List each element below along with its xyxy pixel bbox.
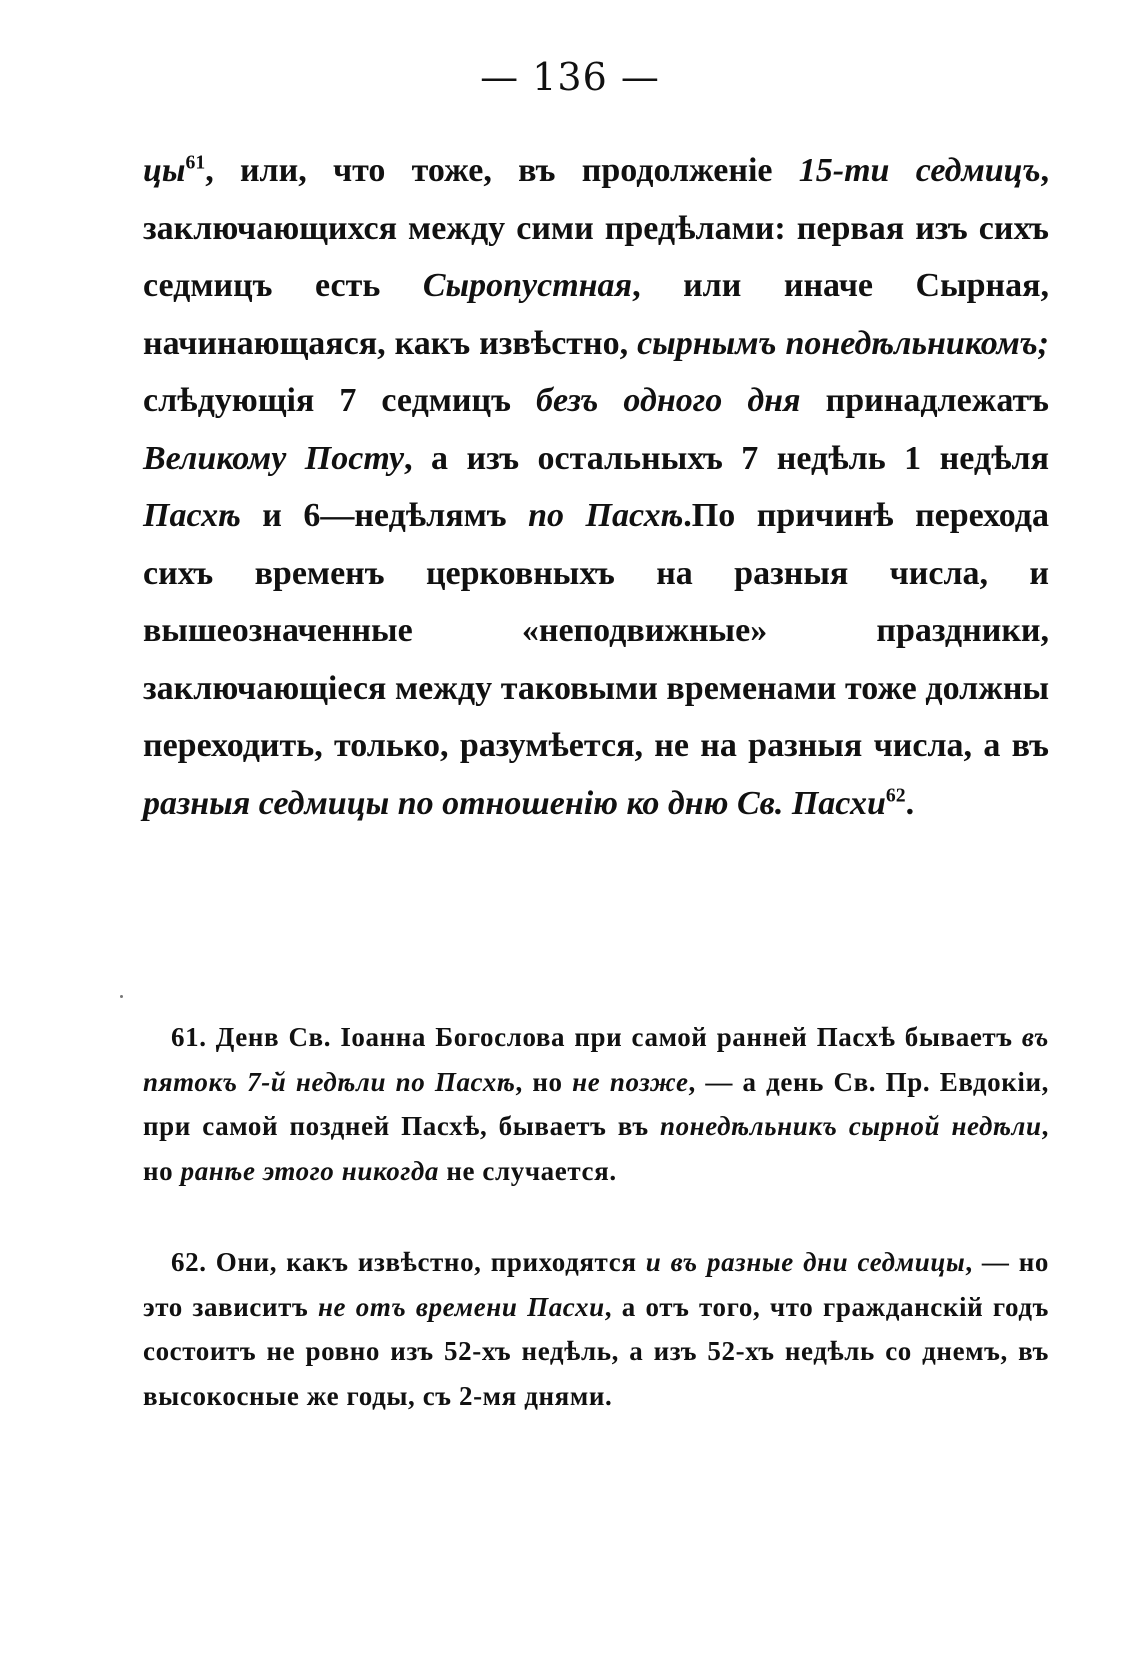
text-segment: Великому Посту [143, 439, 405, 477]
footnote-text: 62. Они, какъ извѣстно, приходятся [171, 1247, 646, 1277]
footnote-text: въ пятокъ 7-й недѣли по Пасхѣ [143, 1022, 1049, 1097]
footnote-text: , но [515, 1066, 573, 1097]
text-segment: принадлежатъ [800, 382, 1049, 419]
footnote-text: и въ разные дни седмицы [645, 1247, 966, 1277]
text-segment: . [905, 784, 915, 822]
text-segment: и 6—недѣлямъ [240, 497, 529, 534]
page-number: — 136 — [480, 55, 660, 99]
text-segment: , заключающихся между сими предѣлами: первая изъ сихъ седмицъ есть [143, 152, 1049, 304]
footnote-text: не случается. [438, 1155, 617, 1186]
paper-speck [120, 995, 123, 998]
text-segment: 15-ти седмицъ [798, 152, 1041, 189]
text-segment: по Пасхѣ [528, 497, 684, 534]
text-segment: , или, что тоже, въ продолженіе [205, 152, 799, 189]
footnote-62 [143, 1240, 1049, 1418]
main-paragraph [143, 142, 1049, 832]
text-segment: разныя седмицы по отношенію ко дню Св. Пасхи [143, 784, 886, 822]
text-segment: сырнымъ понедѣльникомъ; [637, 324, 1049, 362]
footnote-ref-62: 62 [885, 784, 906, 807]
text-segment: , а изъ остальныхъ 7 недѣль 1 недѣля [404, 439, 1049, 477]
footnote-text: ранѣе этого никогда [180, 1155, 439, 1186]
footnote-text: понедѣльникъ сырной недѣли [659, 1111, 1042, 1141]
text-segment: слѣдующія 7 седмицъ [143, 382, 536, 419]
footnotes-section [143, 1015, 1049, 1418]
footnote-text: 61. Денв Св. Іоанна Богослова при самой ранней Пасхѣ бываетъ [171, 1022, 1022, 1052]
footnote-text: , — но это зависитъ [143, 1247, 1049, 1322]
footnote-ref-61: 61 [185, 151, 206, 174]
footnote-text: , но [143, 1111, 1049, 1186]
footnote-text: не отъ времени Пасхи [317, 1291, 605, 1322]
text-segment: , или иначе Сырная, начинающаяся, какъ извѣстно, [143, 267, 1049, 362]
text-segment: Сыропустная [422, 267, 633, 304]
footnote-text: не позже [572, 1066, 689, 1097]
text-segment: Пасхѣ [143, 497, 241, 534]
footnote-text: , а отъ того, что гражданскій годъ состоитъ не ровно изъ 52-хъ недѣль, а изъ 52-хъ недѣль со днемъ, въ высокосные же годы, съ 2-мя днями. [143, 1291, 1049, 1411]
text-segment: .По причинѣ перехода сихъ временъ церковныхъ на разныя числа, и вышеозначенные «неподвижные» праздники, заключающіеся между таковыми временами тоже должны переходить, только, разумѣется, не на разныя числа, а въ [143, 497, 1049, 764]
text-segment: цы [143, 152, 186, 189]
text-segment: безъ одного дня [536, 382, 801, 419]
footnote-text: , — а день Св. Пр. Евдокіи, при самой поздней Пасхѣ, бываетъ въ [143, 1066, 1050, 1141]
footnote-61 [143, 1015, 1049, 1193]
